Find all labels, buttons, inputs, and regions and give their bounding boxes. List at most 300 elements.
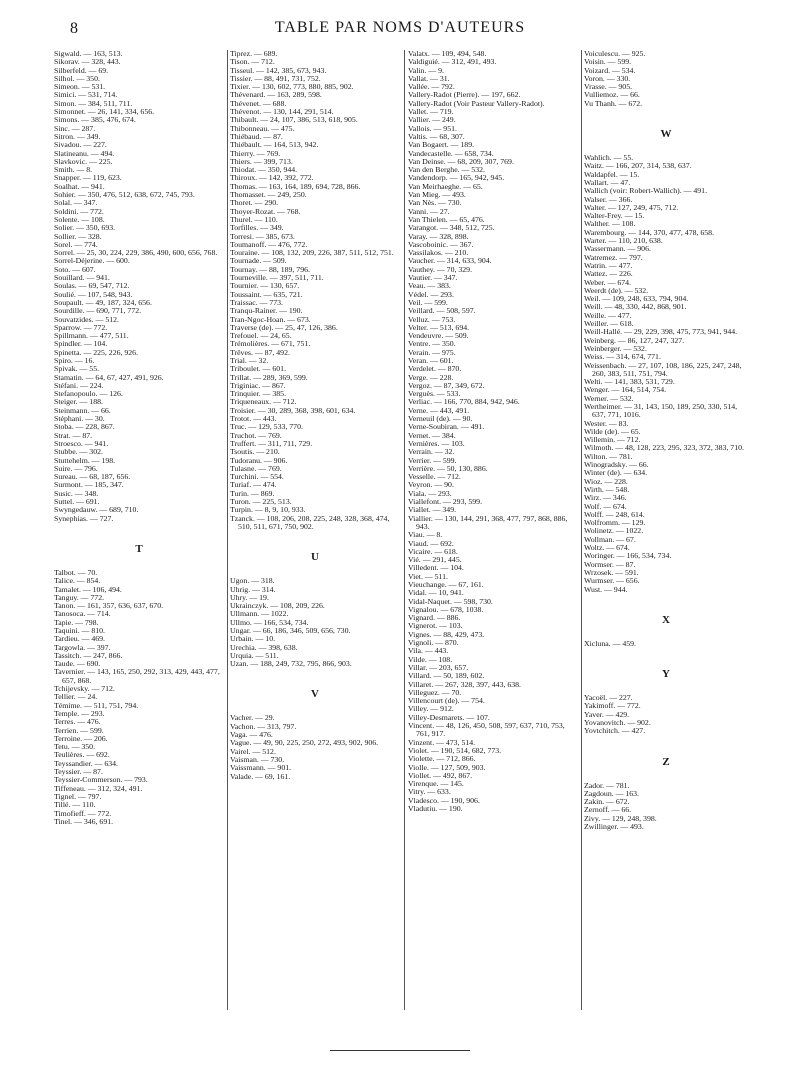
index-entry: Temple. — 293. [54, 708, 105, 718]
index-entry: Weiss. — 314, 674, 771. [584, 352, 661, 362]
index-entry: Terroine. — 206. [54, 733, 108, 743]
index-entry: Védel. — 293. [408, 289, 454, 299]
index-entry: Tulasne. — 769. [230, 463, 282, 473]
index-entry: Yacoël. — 227. [584, 693, 633, 703]
index-entry: Turchini. — 554. [230, 472, 284, 482]
index-entry: Vidal-Naquet. — 598, 730. [408, 596, 493, 606]
index-entry: Sureau. — 68, 187, 656. [54, 472, 131, 482]
index-entry: Traverse (de). — 25, 47, 126, 386. [230, 322, 338, 332]
index-entry: Verain. — 975. [408, 347, 456, 357]
index-entry: Thibonneau. — 475. [230, 123, 295, 133]
index-entry: Taude. — 690. [54, 659, 101, 669]
index-entry: Soulas. — 69, 547, 712. [54, 281, 130, 291]
index-entry: Steinmann. — 66. [54, 405, 111, 415]
index-entry: Stamatin. — 64, 67, 427, 491, 926. [54, 372, 164, 382]
index-entry: Vernet. — 384. [408, 430, 456, 440]
index-entry: Verguès. — 533. [408, 389, 461, 399]
index-entry: Tiprez. — 689. [230, 50, 278, 58]
index-entry: Simons. — 385, 476, 674. [54, 115, 136, 125]
index-entry: Wahlich. — 55. [584, 153, 634, 163]
index-entry: Thomas. — 163, 164, 189, 694, 728, 866. [230, 181, 361, 191]
index-entry: Yaver. — 429. [584, 709, 630, 719]
index-entry: Voiculescu. — 925. [584, 50, 646, 58]
index-entry: Violet. — 190, 514, 682, 773. [408, 745, 502, 755]
index-entry: Varangot. — 348, 512, 725. [408, 223, 495, 233]
index-entry: Sorrel. — 25, 30, 224, 229, 386, 490, 600, 656, 768. [54, 248, 218, 258]
index-entry: Vidal. — 10, 941. [408, 588, 464, 598]
index-entry: Triboulet. — 601. [230, 364, 287, 374]
index-entry: Thurel. — 110. [230, 214, 278, 224]
index-entry: Susic. — 348. [54, 488, 99, 498]
index-entry: Tissier. — 88, 491, 731, 752. [230, 73, 321, 83]
index-entry: Waitz. — 166, 207, 314, 538, 637. [584, 161, 692, 171]
index-entry: Weil. — 109, 248, 633, 794, 904. [584, 294, 689, 304]
index-entry: Tchijevsky. — 712. [54, 684, 115, 694]
index-entry: Wilde (de). — 65. [584, 426, 641, 436]
index-entry: Vladesco. — 190, 906. [408, 795, 480, 805]
index-entry: Souillard. — 941. [54, 273, 110, 283]
index-entry: Viallet. — 349. [408, 505, 457, 515]
index-entry: Valade. — 69, 161. [230, 771, 291, 781]
index-entry: Tinel. — 346, 691. [54, 816, 114, 826]
index-entry: Zivy. — 129, 248, 398. [584, 813, 657, 823]
index-entry: Stéfani. — 224. [54, 380, 104, 390]
column-4 [584, 50, 748, 1010]
index-entry: Vesselle. — 712. [408, 472, 461, 482]
index-entry: Toumanoff. — 476, 772. [230, 239, 308, 249]
index-entry: Vallery-Radot (Pierre). — 197, 662. [408, 90, 521, 100]
index-entry: Truc. — 129, 533, 770. [230, 422, 303, 432]
index-entry: Spindler. — 104. [54, 339, 108, 349]
index-columns [54, 50, 748, 1010]
index-entry: Zakin. — 672. [584, 797, 630, 807]
index-entry: Slatineanu. — 494. [54, 148, 115, 158]
section-letter: Z [662, 755, 670, 768]
index-entry: Vallier. — 249. [408, 115, 456, 125]
index-entry: Trinquier. — 385. [230, 389, 287, 399]
index-entry: Weill-Hallé. — 29, 229, 398, 475, 773, 941, 944. [584, 327, 738, 337]
index-entry: Sitron. — 349. [54, 131, 101, 141]
index-entry: Uhry. — 19. [230, 592, 269, 602]
index-entry: Sourdille. — 690, 771, 772. [54, 306, 142, 316]
index-entry: Stefanopoulo. — 126. [54, 389, 123, 399]
index-entry: Thévenet. — 688. [230, 98, 287, 108]
index-entry: Soalhat. — 941. [54, 181, 105, 191]
index-entry: Vicaire. — 618. [408, 546, 458, 556]
index-entry: Verrière. — 50, 130, 886. [408, 463, 488, 473]
index-entry: Swyngedauw. — 689, 710. [54, 505, 139, 515]
index-entry: Villedent. — 104. [408, 563, 464, 573]
index-entry: Trémolières. — 671, 751. [230, 339, 311, 349]
index-entry: Tignel. — 797. [54, 791, 102, 801]
index-entry: Toussaint. — 635, 721. [230, 289, 303, 299]
index-entry: Warembourg. — 144, 370, 477, 478, 658. [584, 227, 715, 237]
index-entry: Willemin. — 712. [584, 435, 641, 445]
index-entry: Sikorav. — 328, 443. [54, 57, 121, 67]
index-entry: Stroesco. — 941. [54, 438, 109, 448]
index-entry: Thierry. — 769. [230, 148, 281, 158]
index-entry: Spinetta. — 225, 226, 926. [54, 347, 139, 357]
index-entry: Viallier. — 130, 144, 291, 368, 477, 797, 868, 886, 943. [408, 513, 568, 531]
column-divider [227, 50, 228, 1010]
index-entry: Veil. — 599. [408, 297, 448, 307]
index-entry: Vincent. — 48, 126, 450, 508, 597, 637, 710, 753, 761, 917. [408, 721, 565, 739]
index-entry: Torfilles. — 349. [230, 223, 284, 233]
index-entry: Vague. — 49, 90, 225, 250, 272, 493, 902, 906. [230, 738, 379, 748]
index-entry: Tranqu-Rainer. — 190. [230, 306, 303, 316]
index-entry: Vu Thanh. — 672. [584, 98, 643, 108]
index-entry: Vié. — 291, 445. [408, 555, 462, 565]
index-entry: Wolff. — 248, 614. [584, 509, 645, 519]
index-entry: Vaissmann. — 901. [230, 763, 292, 773]
index-entry: Sparrow. — 772. [54, 322, 108, 332]
index-entry: Snapper. — 119, 623. [54, 173, 122, 183]
index-entry: Vairel. — 512. [230, 746, 276, 756]
index-entry: Vinzent. — 473, 514. [408, 737, 476, 747]
index-entry: Weinberg. — 86, 127, 247, 327. [584, 335, 685, 345]
index-entry: Weill. — 48, 330, 442, 868, 901. [584, 302, 687, 312]
index-entry: Vilde. — 108. [408, 654, 453, 664]
index-entry: Vignalou. — 678, 1038. [408, 604, 484, 614]
index-entry: Tapie. — 798. [54, 617, 99, 627]
index-entry: Virenque. — 145. [408, 779, 464, 789]
index-entry: Wilmoth. — 48, 128, 223, 295, 323, 372, 383, 710. [584, 443, 744, 453]
index-entry: Thoyer-Rozat. — 768. [230, 206, 301, 216]
index-entry: Smith. — 8. [54, 165, 93, 175]
index-entry: Synephias. — 727. [54, 513, 114, 523]
index-entry: Timofieff. — 772. [54, 808, 112, 818]
index-entry: Truffert. — 311, 711, 729. [230, 438, 313, 448]
index-entry: Uhrig. — 314. [230, 584, 276, 594]
index-entry: Thévenot. — 130, 144, 291, 514. [230, 107, 334, 117]
column-1 [54, 50, 224, 1010]
index-entry: Teulières. — 692. [54, 750, 110, 760]
index-entry: Soupault. — 49, 187, 324, 656. [54, 297, 152, 307]
index-entry: Vandendorp. — 165, 942, 945. [408, 173, 505, 183]
section-letter: V [311, 688, 319, 701]
index-entry: Stubbe. — 302. [54, 447, 103, 457]
index-entry: Vallée. — 792. [408, 82, 455, 92]
index-entry: Suire. — 796. [54, 463, 98, 473]
index-entry: Triqueneaux. — 712. [230, 397, 297, 407]
index-entry: Vachon. — 313, 797. [230, 721, 297, 731]
index-entry: Watrin. — 477. [584, 260, 633, 270]
index-entry: Zernoff. — 66. [584, 805, 632, 815]
index-entry: Verneuil (de). — 90. [408, 414, 473, 424]
column-divider [404, 50, 405, 1010]
index-entry: Trefouel. — 24, 65. [230, 331, 292, 341]
index-entry: Simon. — 384, 511, 711. [54, 98, 133, 108]
index-entry: Van den Berghe. — 532. [408, 165, 485, 175]
index-entry: Voisin. — 599. [584, 57, 632, 67]
index-entry: Trial. — 32. [230, 355, 269, 365]
index-entry: Veillard. — 508, 597. [408, 306, 476, 316]
index-entry: Verrain. — 32. [408, 447, 455, 457]
index-entry: Ukrainczyk. — 108, 209, 226. [230, 601, 325, 611]
index-entry: Stoba. — 228, 867. [54, 422, 115, 432]
index-entry: Van Nès. — 730. [408, 198, 462, 208]
section-letter: T [135, 542, 143, 555]
index-entry: Yakimoff. — 772. [584, 701, 641, 711]
index-entry: Thiroux. — 142, 392, 772. [230, 173, 314, 183]
index-entry: Vaucher. — 314, 633, 904. [408, 256, 492, 266]
index-entry: Van Bogaert. — 189. [408, 140, 475, 150]
index-entry: Thiodat. — 350, 944. [230, 165, 298, 175]
index-entry: Vallois. — 951. [408, 123, 457, 133]
index-entry: Vaisman. — 730. [230, 754, 285, 764]
index-entry: Verrier. — 599. [408, 455, 457, 465]
index-entry: Soulié. — 107, 548, 943. [54, 289, 133, 299]
index-entry: Viet. — 511. [408, 571, 448, 581]
index-entry: Tran-Ngoc-Hoan. — 673. [230, 314, 311, 324]
footer-rule [330, 1050, 470, 1051]
index-entry: Vautier. — 347. [408, 273, 458, 283]
index-entry: Weissenbach. — 27, 107, 108, 186, 225, 247, 248, 260, 383, 511, 751, 794. [584, 360, 742, 378]
index-entry: Vascoboinic. — 367. [408, 239, 474, 249]
index-entry: Trotot. — 443. [230, 414, 277, 424]
index-entry: Tudoranu. — 906. [230, 455, 288, 465]
column-divider [581, 50, 582, 1010]
index-entry: Suttel. — 691. [54, 497, 100, 507]
index-entry: Thibault. — 24, 107, 386, 513, 618, 905. [230, 115, 358, 125]
index-entry: Wenger. — 164, 514, 754. [584, 385, 667, 395]
index-entry: Van Meirhaeghe. — 65. [408, 181, 483, 191]
index-entry: Watremez. — 797. [584, 252, 643, 262]
index-entry: Sivadou. — 227. [54, 140, 107, 150]
index-entry: Thomasset. — 249, 250. [230, 190, 307, 200]
index-entry: Vignes. — 88, 429, 473. [408, 629, 485, 639]
index-entry: Tanon. — 161, 357, 636, 637, 670. [54, 601, 164, 611]
index-entry: Spillmann. — 477, 511. [54, 331, 129, 341]
index-entry: Sorrel-Déjerine. — 600. [54, 256, 130, 266]
section-letter: W [660, 128, 672, 141]
index-entry: Wallart. — 47. [584, 177, 631, 187]
index-entry: Simici. — 531, 714. [54, 90, 118, 100]
index-entry: Voron. — 330. [584, 73, 631, 83]
index-entry: Touraine. — 108, 132, 209, 226, 387, 511, 512, 751. [230, 248, 394, 258]
index-entry: Truchot. — 769. [230, 430, 282, 440]
column-3 [408, 50, 578, 1010]
index-entry: Soldini. — 772. [54, 206, 104, 216]
index-entry: Terrien. — 599. [54, 725, 104, 735]
index-entry: Trêves. — 87, 492. [230, 347, 290, 357]
index-entry: Villey-Desmarets. — 107. [408, 712, 490, 722]
index-entry: Solente. — 108. [54, 214, 105, 224]
index-entry: Spiro. — 16. [54, 355, 95, 365]
index-entry: Simeon. — 531. [54, 82, 106, 92]
index-entry: Verdelet. — 870. [408, 364, 462, 374]
index-entry: Traissac. — 773. [230, 297, 283, 307]
index-entry: Vignerot. — 103. [408, 621, 463, 631]
index-entry: Strat. — 87. [54, 430, 93, 440]
index-entry: Silberfeld. — 69. [54, 65, 109, 75]
index-entry: Zador. — 781. [584, 780, 630, 790]
index-entry: Thiers. — 399, 713. [230, 156, 293, 166]
index-entry: Wilton. — 781. [584, 451, 633, 461]
index-entry: Thiébaud. — 87. [230, 131, 283, 141]
index-entry: Valtis. — 68, 307. [408, 131, 465, 141]
index-entry: Wolfromm. — 129. [584, 518, 646, 528]
index-entry: Sorel. — 774. [54, 239, 98, 249]
index-entry: Tison. — 712. [230, 57, 275, 67]
index-entry: Vauthey. — 70, 329. [408, 264, 473, 274]
index-entry: Yovtchitch. — 427. [584, 726, 646, 736]
index-entry: Vladutiu. — 190. [408, 804, 463, 814]
index-entry: Villencourt (de). — 754. [408, 696, 485, 706]
index-entry: Viau. — 8. [408, 530, 443, 540]
index-entry: Slavkovic. — 225. [54, 156, 113, 166]
index-entry: Ungar. — 66, 186, 346, 509, 656, 730. [230, 626, 351, 635]
index-entry: Spivak. — 55. [54, 364, 100, 374]
index-entry: Verliac. — 166, 770, 884, 942, 946. [408, 397, 520, 407]
index-entry: Teyssier. — 87. [54, 767, 103, 777]
index-entry: Taquini. — 810. [54, 626, 105, 635]
index-entry: Tournade. — 509. [230, 256, 287, 266]
index-entry: Valin. — 9. [408, 65, 444, 75]
index-entry: Vulliemoz. — 66. [584, 90, 640, 100]
index-entry: Stéphani. — 30. [54, 414, 105, 424]
index-entry: Thoret. — 290. [230, 198, 279, 208]
section-letter: X [662, 613, 670, 626]
index-entry: Vrasse. — 905. [584, 82, 633, 92]
index-entry: Vila. — 443. [408, 646, 449, 656]
index-entry: Verne-Soubiran. — 491. [408, 422, 485, 432]
index-entry: Walter. — 127, 249, 475, 712. [584, 202, 679, 212]
index-entry: Teyssier-Commerson. — 793. [54, 775, 148, 785]
index-entry: Waldapfel. — 15. [584, 169, 640, 179]
index-entry: Urechia. — 398, 638. [230, 642, 298, 652]
index-entry: Tavernier. — 143, 165, 250, 292, 313, 429, 443, 477, 657, 868. [54, 667, 220, 685]
index-entry: Trillat. — 289, 369, 599. [230, 372, 308, 382]
index-entry: Verge. — 228. [408, 372, 454, 382]
index-entry: Vallery-Radot (Voir Pasteur Vallery-Radot). [408, 98, 545, 108]
index-entry: Weiller. — 618. [584, 319, 634, 329]
index-entry: Wester. — 83. [584, 418, 629, 428]
index-entry: Vandecastelle. — 658, 734. [408, 148, 494, 158]
index-entry: Vacher. — 29. [230, 713, 275, 723]
index-entry: Weerdt (de). — 532. [584, 285, 649, 295]
index-entry: Troisier. — 30, 289, 368, 398, 601, 634. [230, 405, 356, 415]
index-entry: Violle. — 127, 509, 903. [408, 762, 486, 772]
index-entry: Villaret. — 267, 328, 397, 443, 638. [408, 679, 522, 689]
index-entry: Woltz. — 674. [584, 543, 630, 553]
index-entry: Turin. — 869. [230, 488, 275, 498]
index-entry: Torresi. — 385, 673. [230, 231, 295, 241]
index-entry: Tourneville. — 397, 511, 711. [230, 273, 324, 283]
page-number: 8 [70, 20, 78, 37]
index-entry: Silhol. — 350. [54, 73, 100, 83]
index-entry: Ugon. — 318. [230, 576, 275, 586]
index-entry: Triginiac. — 867. [230, 380, 286, 390]
index-entry: Wirz. — 346. [584, 493, 627, 503]
index-entry: Veyron. — 90. [408, 480, 454, 490]
index-entry: Wurmser. — 656. [584, 576, 640, 586]
index-entry: Uzan. — 188, 249, 732, 795, 866, 903. [230, 659, 352, 669]
index-entry: Vaga. — 476. [230, 730, 273, 740]
index-entry: Velter. — 513, 694. [408, 322, 470, 332]
index-entry: Verne. — 443, 491. [408, 405, 470, 415]
index-entry: Thiébault. — 164, 513, 942. [230, 140, 319, 150]
index-entry: Talice. — 854. [54, 576, 101, 586]
index-entry: Wallich (voir: Robert-Wallich). — 491. [584, 186, 708, 196]
index-entry: Violette. — 712, 866. [408, 754, 476, 764]
index-entry: Zagdoun. — 163. [584, 788, 640, 798]
index-entry: Villard. — 50, 189, 602. [408, 671, 485, 681]
index-entry: Viollet. — 492, 867. [408, 770, 473, 780]
index-entry: Ullmo. — 166, 534, 734. [230, 617, 309, 627]
index-entry: Villey. — 912. [408, 704, 454, 714]
index-entry: Sigwald. — 163, 513. [54, 50, 123, 58]
index-entry: Wrzosek. — 591. [584, 567, 639, 577]
index-entry: Tiffeneau. — 312, 324, 491. [54, 783, 143, 793]
index-entry: Weille. — 477. [584, 310, 632, 320]
index-entry: Varay. — 328, 898. [408, 231, 469, 241]
index-entry: Wassermann. — 906. [584, 244, 651, 254]
index-entry: Wust. — 944. [584, 584, 628, 594]
index-entry: Urbain. — 10. [230, 634, 276, 644]
index-entry: Tixier. — 130, 602, 773, 880, 885, 902. [230, 82, 354, 92]
index-entry: Surmont. — 185, 347. [54, 480, 124, 490]
index-entry: Tardieu. — 469. [54, 634, 105, 644]
index-entry: Wattez. — 226. [584, 269, 633, 279]
index-entry: Tzanck. — 108, 206, 208, 225, 248, 328, 368, 474, 510, 511, 671, 750, 902. [230, 513, 390, 531]
index-entry: Wertheimer. — 31, 143, 150, 189, 250, 330, 514, 637, 771, 1016. [584, 401, 738, 420]
index-entry: Viala. — 293. [408, 488, 452, 498]
index-entry: Urquia. — 511. [230, 650, 279, 660]
index-entry: Simonnet. — 26, 141, 334, 656. [54, 107, 155, 117]
index-entry: Tetu. — 350. [54, 742, 96, 752]
index-entry: Tellier. — 24. [54, 692, 98, 702]
index-entry: Van Deinse. — 68, 209, 307, 769. [408, 156, 514, 166]
index-entry: Valdiguié. — 312, 491, 493. [408, 57, 497, 67]
index-entry: Wirth. — 548. [584, 484, 630, 494]
section-letter: U [311, 551, 319, 564]
index-entry: Turon. — 225, 513. [230, 497, 292, 507]
index-entry: Villeguez. — 70. [408, 687, 462, 697]
index-entry: Xicluna. — 459. [584, 638, 636, 648]
index-entry: Ullmann. — 1022. [230, 609, 289, 619]
index-entry: Wollman. — 67. [584, 534, 636, 544]
index-entry: Vergoz. — 87, 349, 672. [408, 380, 485, 390]
index-entry: Vendeuvre. — 509. [408, 331, 469, 341]
index-entry: Wormser. — 87. [584, 559, 636, 569]
index-entry: Wolinetz. — 1022. [584, 526, 644, 536]
index-entry: Viaud. — 692. [408, 538, 454, 548]
index-entry: Turiaf. — 474. [230, 480, 277, 490]
index-entry: Yovanovitch. — 902. [584, 718, 651, 727]
index-entry: Vallat. — 31. [408, 73, 450, 83]
index-entry: Vignard. — 886. [408, 613, 461, 623]
index-entry: Thévenard. — 163, 289, 598. [230, 90, 322, 100]
index-entry: Vallet. — 719. [408, 107, 454, 117]
index-entry: Wolf. — 674. [584, 501, 627, 511]
index-entry: Tanguy. — 772. [54, 592, 105, 602]
index-entry: Walther. — 108. [584, 219, 636, 229]
index-entry: Vitry. — 633. [408, 787, 451, 797]
index-entry: Vassilakos. — 210. [408, 248, 469, 258]
index-entry: Voizard. — 534. [584, 65, 636, 75]
index-entry: Woringer. — 166, 534, 734. [584, 551, 672, 561]
index-entry: Viallefont. — 293, 599. [408, 497, 483, 507]
index-entry: Stuttehelm. — 198. [54, 455, 116, 465]
index-entry: Walter-Frey. — 15. [584, 211, 645, 221]
index-entry: Veran. — 601. [408, 355, 454, 365]
index-entry: Tournay. — 88, 189, 796. [230, 264, 310, 274]
index-entry: Témime. — 511, 751, 794. [54, 700, 139, 710]
index-entry: Tsoutis. — 210. [230, 447, 280, 457]
index-entry: Steiger. — 188. [54, 397, 103, 407]
index-entry: Sinc. — 287. [54, 123, 96, 133]
